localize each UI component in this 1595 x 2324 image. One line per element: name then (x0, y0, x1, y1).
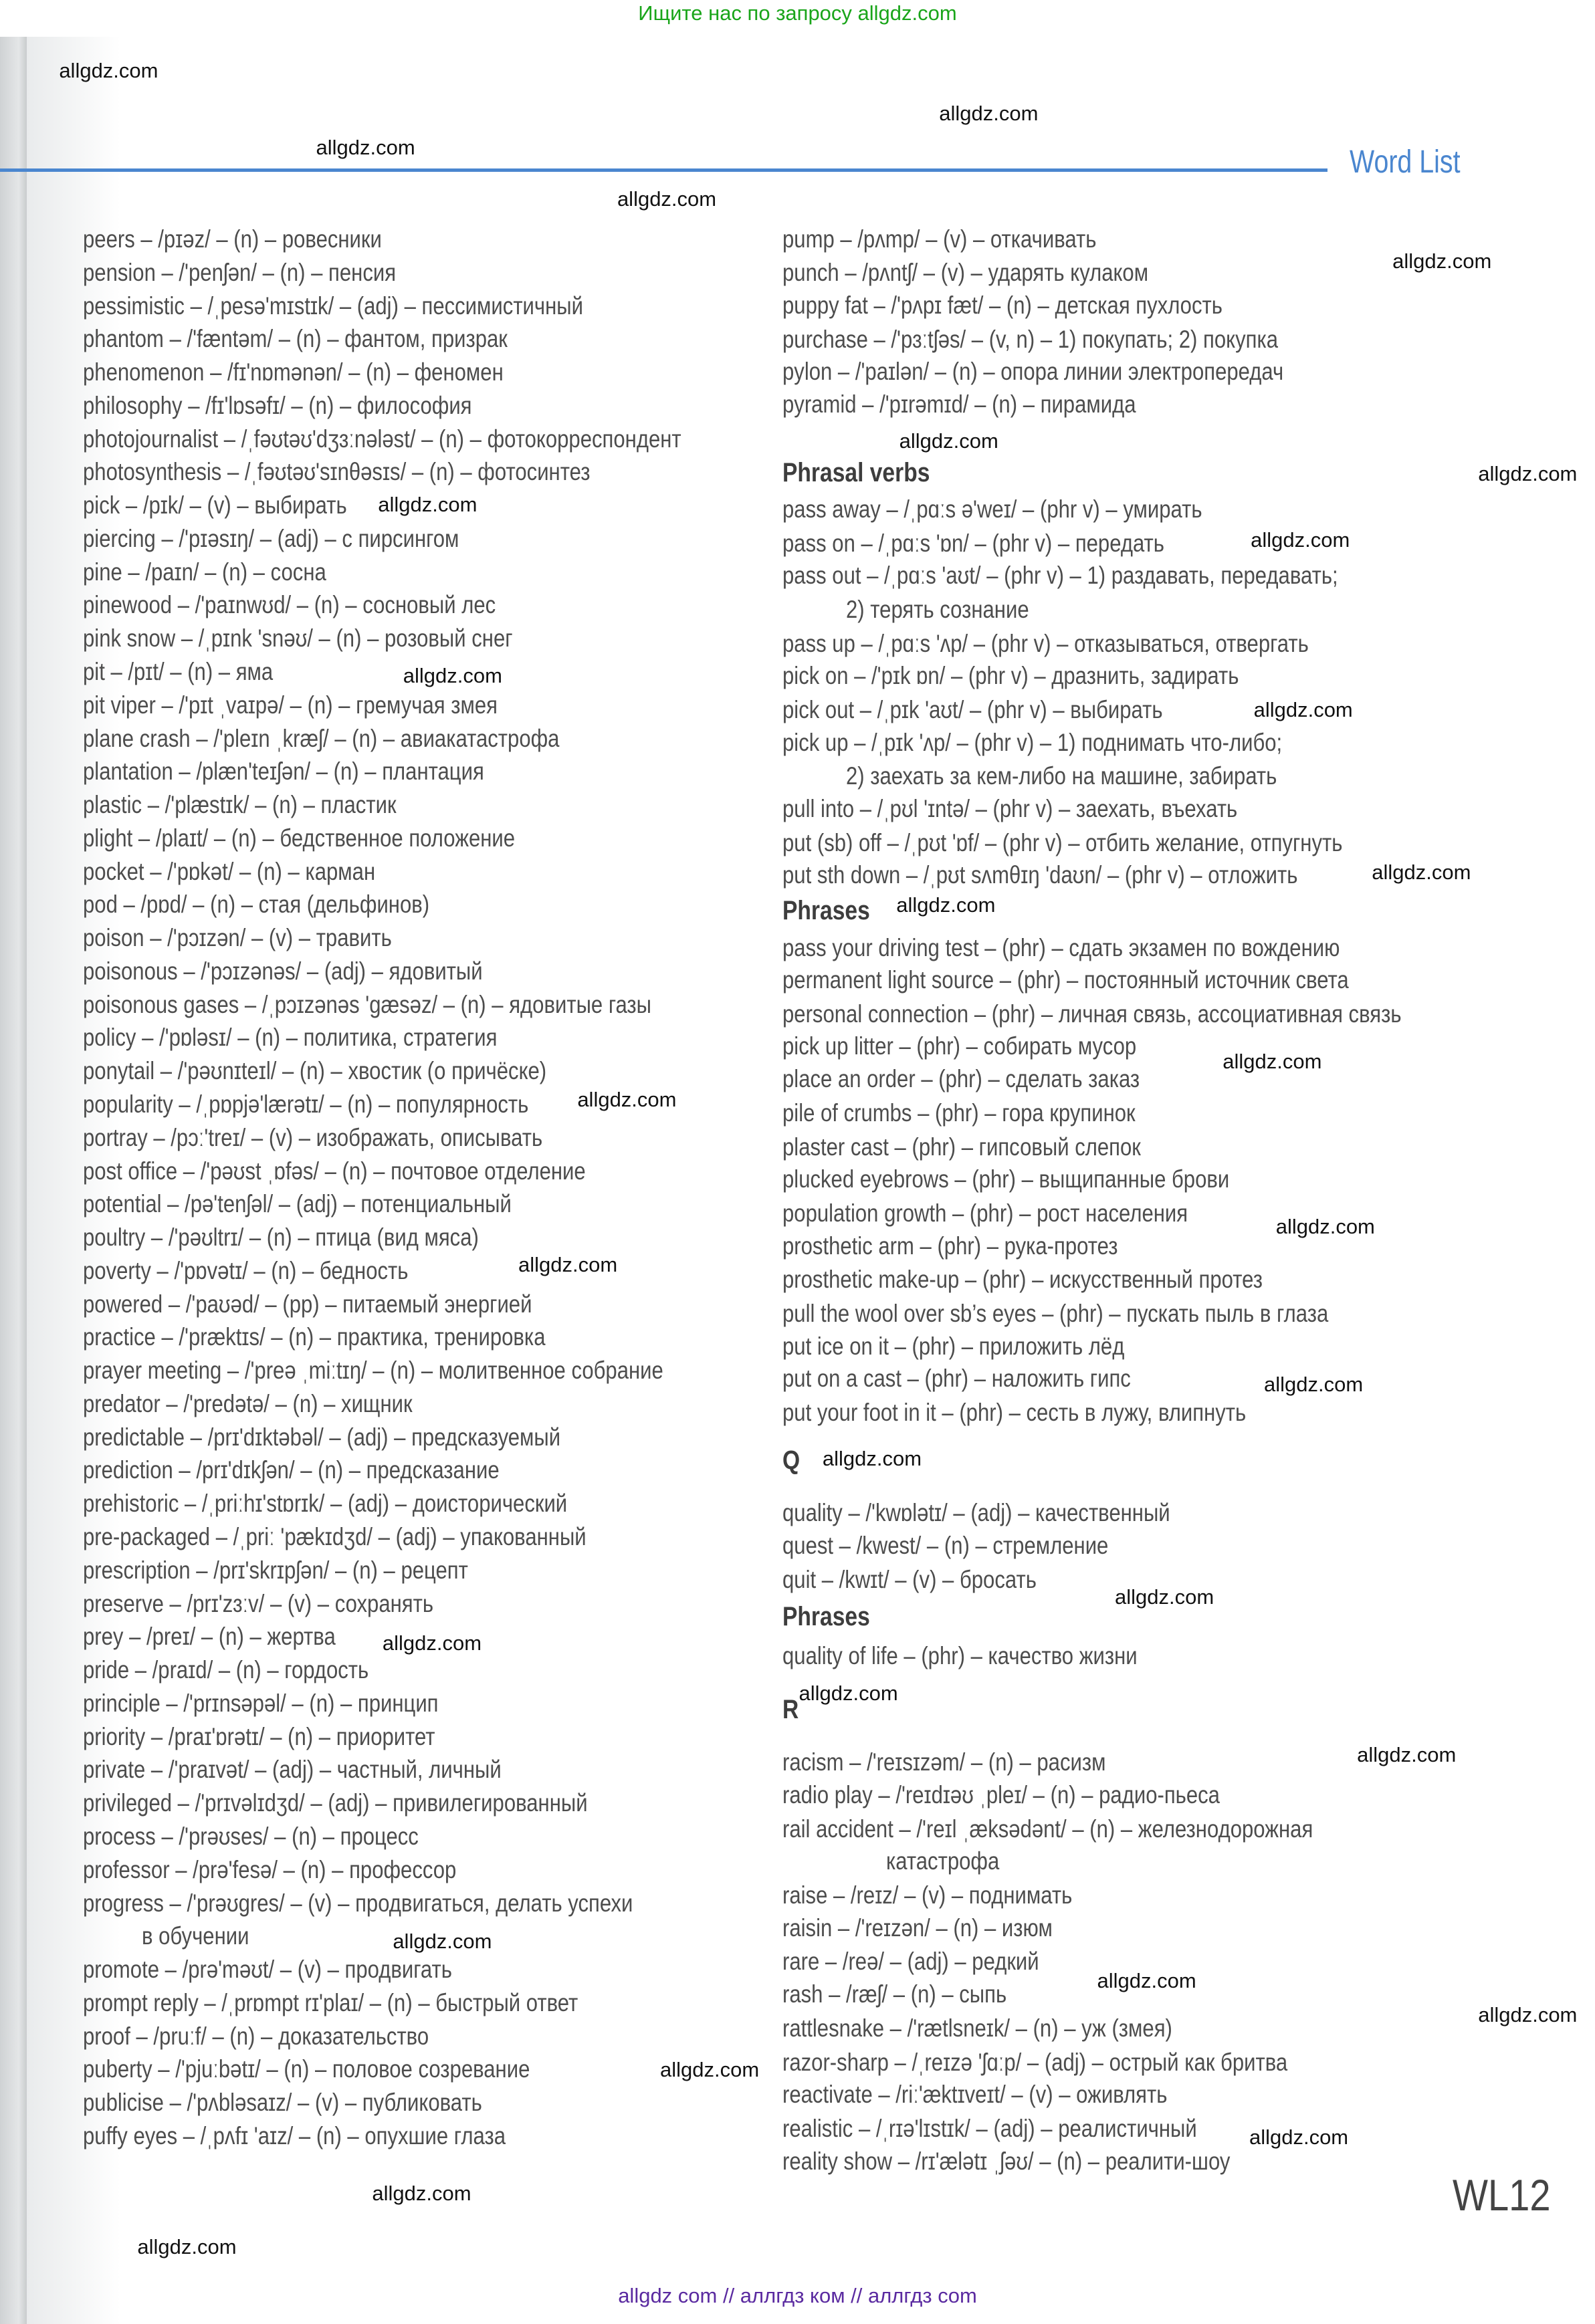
word-entry: radio play – /'reɪdɪəʊ ˌpleɪ/ – (n) – радио-пьеса (782, 1780, 1220, 1809)
watermark-link[interactable]: allgdz.com (59, 58, 158, 82)
word-entry: pride – /praɪd/ – (n) – гордость (83, 1656, 369, 1684)
search-banner[interactable]: Ищите нас по запросу allgdz.com (638, 1, 957, 25)
word-entry: powered – /'paʊəd/ – (pp) – питаемый энергией (83, 1290, 532, 1318)
word-entry: professor – /prə'fesə/ – (n) – профессор (83, 1855, 457, 1883)
word-entry: personal connection – (phr) – личная связь, ассоциативная связь (782, 1000, 1402, 1028)
watermark-link[interactable]: allgdz.com (617, 187, 717, 211)
word-entry: prescription – /prɪ'skrɪpʃən/ – (n) – рецепт (83, 1556, 468, 1584)
word-entry: quest – /kwest/ – (n) – стремление (782, 1531, 1109, 1559)
word-entry: quality of life – (phr) – качество жизни (782, 1642, 1138, 1670)
word-entry: poultry – /'pəʊltrɪ/ – (n) – птица (вид мяса) (83, 1224, 479, 1252)
section-heading: Phrasal verbs (782, 457, 930, 487)
word-entry: rail accident – /'reɪl ˌæksədənt/ – (n) – железнодорожная (782, 1815, 1313, 1843)
word-entry: predator – /'predətə/ – (n) – хищник (83, 1389, 413, 1417)
word-entry: pylon – /'paɪlən/ – (n) – опора линии электропередач (782, 358, 1284, 386)
watermark-link[interactable]: allgdz.com (372, 2182, 471, 2206)
word-entry: racism – /'reɪsɪzəm/ – (n) – расизм (782, 1748, 1106, 1776)
word-entry: put your foot in it – (phr) – сесть в лужу, влипнуть (782, 1399, 1247, 1427)
watermark-link[interactable]: allgdz.com (896, 893, 996, 917)
watermark-link[interactable]: allgdz.com (393, 1929, 492, 1953)
word-entry: plantation – /plæn'teɪʃən/ – (n) – плантация (83, 758, 484, 786)
word-entry: plight – /plaɪt/ – (n) – бедственное положение (83, 824, 516, 852)
word-entry: puffy eyes – /ˌpʌfɪ 'aɪz/ – (n) – опухшие глаза (83, 2121, 506, 2149)
word-entry: pre-packaged – /ˌpriː 'pækɪdʒd/ – (adj) – упакованный (83, 1523, 587, 1551)
word-entry: private – /'praɪvət/ – (adj) – частный, личный (83, 1756, 502, 1784)
word-entry: pessimistic – /ˌpesə'mɪstɪk/ – (adj) – пессимистичный (83, 292, 583, 320)
footer-links[interactable]: allgdz com // аллгдз ком // аллгдз com (618, 2284, 977, 2307)
word-entry: principle – /'prɪnsəpəl/ – (n) – принцип (83, 1689, 439, 1717)
page-number: WL12 (1453, 2170, 1551, 2220)
word-entry: prosthetic make-up – (phr) – искусственный протез (782, 1266, 1263, 1294)
section-heading: Phrases (782, 1601, 870, 1631)
word-entry: post office – /'pəʊst ˌɒfəs/ – (n) – почтовое отделение (83, 1157, 586, 1185)
word-entry: practice – /'præktɪs/ – (n) – практика, тренировка (83, 1323, 546, 1351)
word-entry: pick up – /ˌpɪk 'ʌp/ – (phr v) – 1) поднимать что-либо; (782, 728, 1283, 756)
word-entry-continuation: в обучении (142, 1922, 249, 1950)
word-entry-continuation: 2) терять сознание (846, 595, 1029, 623)
word-entry: photosynthesis – /ˌfəʊtəʊ'sɪnθəsɪs/ – (n) – фотосинтез (83, 458, 591, 486)
word-entry: progress – /'prəʊgres/ – (v) – продвигаться, делать успехи (83, 1889, 633, 1917)
word-entry: pass away – /ˌpɑːs ə'weɪ/ – (phr v) – умирать (782, 495, 1202, 523)
word-entry: punch – /pʌntʃ/ – (v) – ударять кулаком (782, 259, 1149, 287)
word-entry: plane crash – /'pleɪn ˌkræʃ/ – (n) – авиакатастрофа (83, 724, 560, 752)
word-entry: prayer meeting – /'preə ˌmiːtɪŋ/ – (n) – молитвенное собрание (83, 1357, 663, 1385)
word-entry: philosophy – /fɪ'lɒsəfɪ/ – (n) – философия (83, 391, 472, 419)
word-entry: pull the wool over sb’s eyes – (phr) – пускать пыль в глаза (782, 1300, 1329, 1328)
word-entry: process – /'prəʊses/ – (n) – процесс (83, 1822, 419, 1850)
word-entry: pick out – /ˌpɪk 'aʊt/ – (phr v) – выбирать (782, 696, 1163, 724)
word-entry: raise – /reɪz/ – (v) – поднимать (782, 1881, 1073, 1909)
word-entry: place an order – (phr) – сделать заказ (782, 1065, 1140, 1093)
word-entry: pass your driving test – (phr) – сдать экзамен по вождению (782, 933, 1340, 961)
word-entry: permanent light source – (phr) – постоянный источник света (782, 966, 1349, 994)
watermark-link[interactable]: allgdz.com (1392, 249, 1492, 273)
word-entry: pit viper – /'pɪt ˌvaɪpə/ – (n) – гремучая змея (83, 691, 498, 719)
word-entry-continuation: 2) заехать за кем-либо на машине, забирать (846, 762, 1277, 790)
word-entry: raisin – /'reɪzən/ – (n) – изюм (782, 1913, 1053, 1942)
word-entry: preserve – /prɪ'zɜːv/ – (v) – сохранять (83, 1589, 434, 1617)
word-entry: pick up litter – (phr) – собирать мусор (782, 1032, 1137, 1060)
watermark-link[interactable]: allgdz.com (316, 135, 415, 159)
word-entry: prehistoric – /ˌpriːhɪ'stɒrɪk/ – (adj) – доисторический (83, 1490, 568, 1518)
watermark-link[interactable]: allgdz.com (403, 664, 502, 688)
word-entry: prompt reply – /ˌprɒmpt rɪ'plaɪ/ – (n) – быстрый ответ (83, 1988, 578, 2016)
word-entry: plaster cast – (phr) – гипсовый слепок (782, 1133, 1141, 1161)
word-entry: pick – /pɪk/ – (v) – выбирать (83, 491, 347, 519)
word-entry: publicise – /'pʌbləsaɪz/ – (v) – публиковать (83, 2089, 482, 2117)
word-entry: pink snow – /ˌpɪnk 'snəʊ/ – (n) – розовый снег (83, 624, 513, 653)
word-entry: pass on – /ˌpɑːs 'ɒn/ – (phr v) – передать (782, 529, 1164, 557)
book-spine-edge (0, 37, 27, 2324)
watermark-link[interactable]: allgdz.com (799, 1681, 898, 1705)
word-entry: pile of crumbs – (phr) – гора крупинок (782, 1098, 1136, 1127)
watermark-link[interactable]: allgdz.com (1372, 860, 1471, 884)
watermark-link[interactable]: allgdz.com (1097, 1969, 1196, 1993)
word-entry: prosthetic arm – (phr) – рука-протез (782, 1232, 1118, 1260)
word-entry: pension – /'penʃən/ – (n) – пенсия (83, 258, 397, 286)
word-entry: photojournalist – /ˌfəʊtəʊ'dʒɜːnələst/ – (n) – фотокорреспондент (83, 425, 681, 453)
watermark-link[interactable]: allgdz.com (378, 493, 477, 517)
word-entry: poisonous – /'pɔɪzənəs/ – (adj) – ядовитый (83, 957, 483, 985)
word-entry: phantom – /'fæntəm/ – (n) – фантом, призрак (83, 325, 508, 353)
word-entry: population growth – (phr) – рост населения (782, 1199, 1188, 1227)
word-entry: pull into – /ˌpʊl 'ɪntə/ – (phr v) – заехать, въехать (782, 794, 1238, 822)
word-entry: rattlesnake – /'rætlsneɪk/ – (n) – уж (змея) (782, 2014, 1172, 2042)
header-rule (0, 168, 1327, 172)
word-entry: phenomenon – /fɪ'nɒmənən/ – (n) – феномен (83, 358, 504, 386)
watermark-link[interactable]: allgdz.com (822, 1446, 922, 1470)
word-entry: pass out – /ˌpɑːs 'aʊt/ – (phr v) – 1) раздавать, передавать; (782, 562, 1338, 590)
word-entry: puppy fat – /'pʌpɪ fæt/ – (n) – детская пухлость (782, 292, 1222, 320)
word-entry: ponytail – /'pəʊnɪteɪl/ – (n) – хвостик (о причёске) (83, 1057, 547, 1085)
word-entry: rare – /reə/ – (adj) – редкий (782, 1948, 1039, 1976)
word-entry: quit – /kwɪt/ – (v) – бросать (782, 1565, 1037, 1593)
word-entry: quality – /'kwɒlətɪ/ – (adj) – качественный (782, 1499, 1170, 1527)
word-entry: proof – /pruːf/ – (n) – доказательство (83, 2022, 429, 2050)
watermark-link[interactable]: allgdz.com (1253, 698, 1353, 722)
word-entry: pick on – /'pɪk ɒn/ – (phr v) – дразнить, задирать (782, 662, 1239, 690)
word-entry: reactivate – /riː'æktɪveɪt/ – (v) – оживлять (782, 2081, 1168, 2109)
watermark-link[interactable]: allgdz.com (659, 2057, 760, 2081)
watermark-link[interactable]: allgdz.com (1275, 1214, 1375, 1238)
watermark-link[interactable]: allgdz.com (1478, 461, 1578, 485)
word-entry: potential – /pə'tenʃəl/ – (adj) – потенциальный (83, 1190, 512, 1218)
word-entry: policy – /'pɒləsɪ/ – (n) – политика, стратегия (83, 1024, 498, 1052)
watermark-link[interactable]: allgdz.com (577, 1087, 677, 1111)
word-entry: popularity – /ˌpɒpjə'lærətɪ/ – (n) – популярность (83, 1090, 529, 1119)
word-entry: plastic – /'plæstɪk/ – (n) – пластик (83, 791, 397, 819)
word-entry: portray – /pɔː'treɪ/ – (v) – изображать, описывать (83, 1123, 543, 1151)
word-entry: purchase – /'pɜːtʃəs/ – (v, n) – 1) покупать; 2) покупка (782, 325, 1279, 353)
word-entry: piercing – /'pɪəsɪŋ/ – (adj) – с пирсингом (83, 524, 459, 552)
watermark-link[interactable]: allgdz.com (382, 1631, 482, 1655)
word-entry: pass up – /ˌpɑːs 'ʌp/ – (phr v) – отказываться, отвергать (782, 629, 1309, 657)
word-entry: pit – /pɪt/ – (n) – яма (83, 658, 274, 685)
watermark-link[interactable]: allgdz.com (899, 429, 998, 453)
watermark-link[interactable]: allgdz.com (137, 2234, 237, 2258)
word-entry: pump – /pʌmp/ – (v) – откачивать (782, 225, 1097, 253)
word-entry: poisonous gases – /ˌpɔɪzənəs 'gæsəz/ – (n) – ядовитые газы (83, 990, 652, 1018)
watermark-link[interactable]: allgdz.com (1478, 2002, 1578, 2026)
watermark-link[interactable]: allgdz.com (1222, 1049, 1322, 1073)
watermark-link[interactable]: allgdz.com (939, 102, 1039, 126)
watermark-link[interactable]: allgdz.com (1251, 528, 1350, 552)
word-entry: put ice on it – (phr) – приложить лёд (782, 1332, 1125, 1360)
word-entry: razor-sharp – /ˌreɪzə 'ʃɑːp/ – (adj) – острый как бритва (782, 2048, 1288, 2076)
word-entry: realistic – /ˌrɪə'lɪstɪk/ – (adj) – реалистичный (782, 2114, 1197, 2142)
word-entry: peers – /pɪəz/ – (n) – ровесники (83, 225, 382, 253)
word-entry: put on a cast – (phr) – наложить гипс (782, 1365, 1131, 1393)
section-heading: Q (782, 1445, 801, 1475)
word-entry: pyramid – /'pɪrəmɪd/ – (n) – пирамида (782, 390, 1136, 418)
word-entry: poison – /'pɔɪzən/ – (v) – травить (83, 924, 392, 952)
word-entry: prey – /preɪ/ – (n) – жертва (83, 1623, 336, 1651)
page-title: Word List (1350, 144, 1461, 180)
word-entry: priority – /praɪ'ɒrətɪ/ – (n) – приоритет (83, 1722, 435, 1750)
watermark-link[interactable]: allgdz.com (1249, 2125, 1349, 2149)
word-entry: poverty – /'pɒvətɪ/ – (n) – бедность (83, 1256, 409, 1284)
section-heading: R (782, 1694, 799, 1724)
word-entry: put (sb) off – /ˌpʊt 'ɒf/ – (phr v) – отбить желание, отпугнуть (782, 828, 1343, 856)
word-entry: plucked eyebrows – (phr) – выщипанные брови (782, 1165, 1230, 1193)
word-entry: rash – /ræʃ/ – (n) – сыпь (782, 1980, 1007, 2008)
watermark-link[interactable]: allgdz.com (1357, 1743, 1457, 1767)
word-entry: pocket – /'pɒkət/ – (n) – карман (83, 857, 376, 885)
word-entry: pod – /pɒd/ – (n) – стая (дельфинов) (83, 891, 430, 919)
word-entry: prediction – /prɪ'dɪkʃən/ – (n) – предсказание (83, 1456, 500, 1484)
word-entry: puberty – /'pjuːbətɪ/ – (n) – половое созревание (83, 2055, 530, 2083)
word-entry: reality show – /rɪ'ælətɪ ˌʃəʊ/ – (n) – реалити-шоу (782, 2147, 1231, 2175)
watermark-link[interactable]: allgdz.com (1264, 1373, 1364, 1397)
word-entry: promote – /prə'məʊt/ – (v) – продвигать (83, 1956, 452, 1984)
word-entry-continuation: катастрофа (886, 1847, 1000, 1875)
word-entry: put sth down – /ˌpʊt sʌmθɪŋ 'daʊn/ – (phr v) – отложить (782, 861, 1298, 889)
word-entry: privileged – /'prɪvəlɪdʒd/ – (adj) – привилегированный (83, 1789, 588, 1817)
watermark-link[interactable]: allgdz.com (518, 1253, 618, 1277)
word-entry: pine – /paɪn/ – (n) – сосна (83, 558, 326, 586)
word-entry: predictable – /prɪ'dɪktəbəl/ – (adj) – предсказуемый (83, 1423, 561, 1451)
watermark-link[interactable]: allgdz.com (1115, 1585, 1214, 1609)
section-heading: Phrases (782, 896, 870, 926)
word-entry: pinewood – /'paɪnwʊd/ – (n) – сосновый лес (83, 591, 496, 619)
